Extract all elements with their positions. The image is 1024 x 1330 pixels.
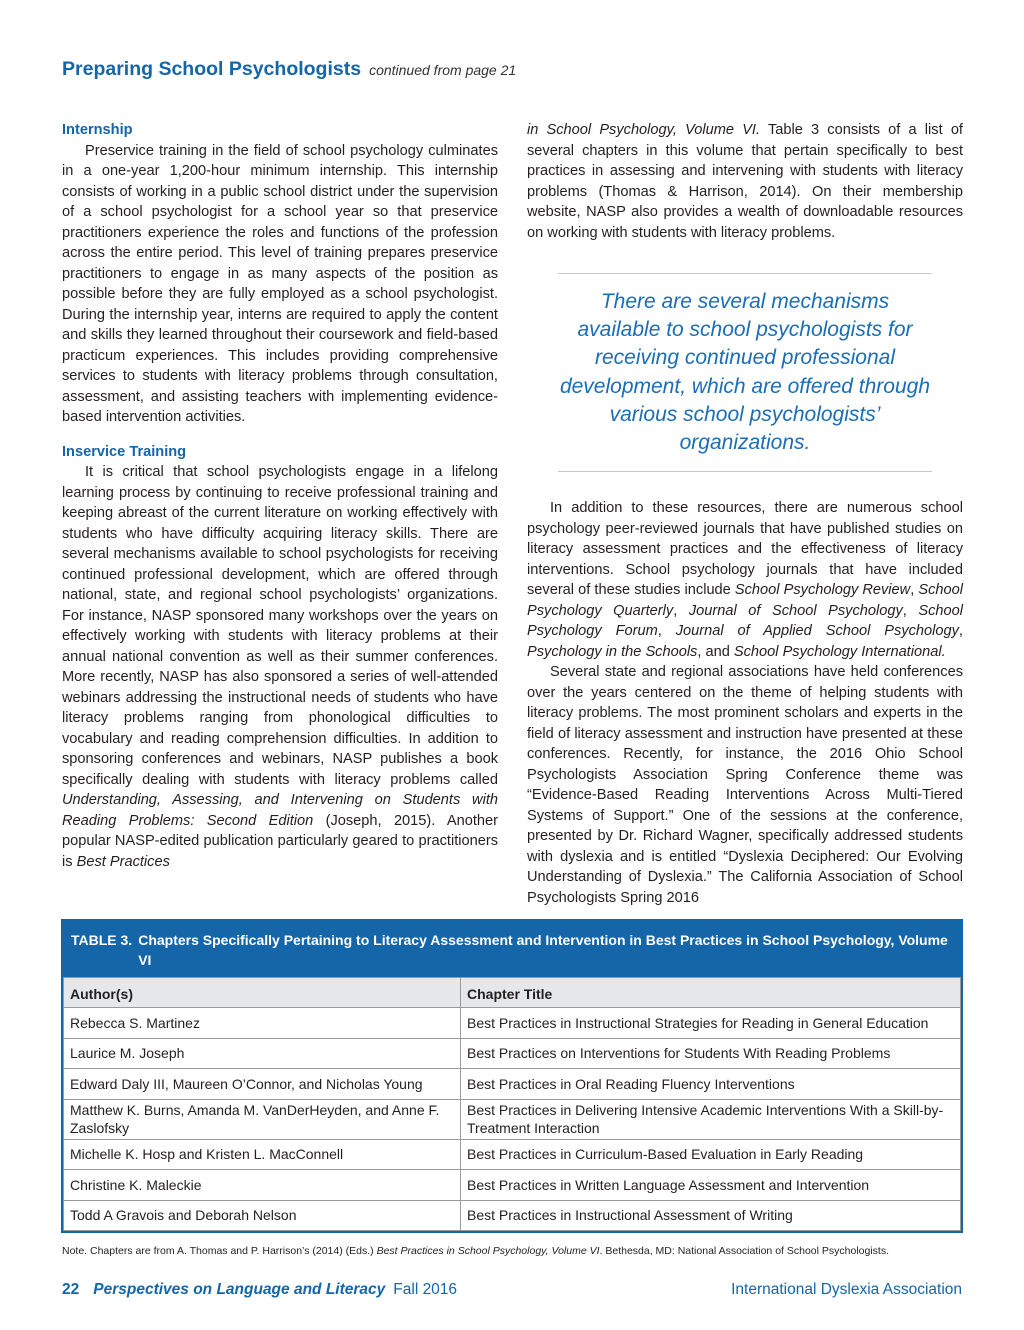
- table-title: Chapters Specifically Pertaining to Literacy Assessment and Intervention in Best Practices in School Psychology, Volume VI: [138, 932, 948, 968]
- issue-date: Fall 2016: [393, 1281, 458, 1298]
- article-title: Preparing School Psychologists: [62, 58, 362, 80]
- table-caption: [63, 921, 961, 977]
- chapter-cell: Best Practices on Interventions for Students With Reading Problems: [461, 1038, 961, 1069]
- chapter-cell: Best Practices in Delivering Intensive Academic Interventions With a Skill-by-Treatment Interaction: [461, 1099, 961, 1139]
- author-cell: Edward Daly III, Maureen O’Connor, and Nicholas Young: [64, 1069, 461, 1100]
- journals-paragraph: In addition to these resources, there are numerous school psychology peer-reviewed journals that have published studies on literacy assessment practices and the effectiveness of literacy interventions. School psychology journals that have included several of these studies include School Psychology Review, School Psychology Quarterly, Journal of School Psychology, School Psychology Forum, Journal of Applied School Psychology, Psychology in the Schools, and School Psychology International.: [527, 500, 964, 660]
- page-number: 22: [62, 1281, 80, 1298]
- author-cell: Todd A Gravois and Deborah Nelson: [64, 1200, 461, 1231]
- chapter-cell: Best Practices in Oral Reading Fluency Interventions: [461, 1069, 961, 1100]
- author-cell: Matthew K. Burns, Amanda M. VanDerHeyden, and Anne F. Zaslofsky: [64, 1099, 461, 1139]
- author-cell: Laurice M. Joseph: [64, 1038, 461, 1069]
- magazine-title: Perspectives on Language and Literacy: [93, 1281, 386, 1298]
- table-note: Note. Chapters are from A. Thomas and P. Harrison’s (2014) (Eds.) Best Practices in School Psychology, Volume VI. Bethesda, MD: National Association of School Psychologists.: [62, 1245, 889, 1257]
- table-row: [64, 1200, 961, 1231]
- pull-quote: [558, 273, 932, 472]
- right-column: [527, 120, 963, 908]
- table-row: [64, 1139, 961, 1170]
- chapter-cell: Best Practices in Instructional Assessment of Writing: [461, 1200, 961, 1231]
- inservice-paragraph: It is critical that school psychologists engage in a lifelong learning process by continuing to receive professional training and keeping abreast of the current literature on working effectively with students who have difficulty acquiring literacy skills. There are several mechanisms available to school psychologists for receiving continued professional development, which are offered through national, state, and regional school psychologists’ organizations. For instance, NASP sponsored many workshops over the years on effectively working with students with literacy problems at their annual national convention as well as their summer conferences. More recently, NASP has also sponsored a series of well-attended webinars addressing the instructional needs of students who have literacy problems ranging from phonological difficulties to vocabulary and reading comprehension difficulties. In addition to sponsoring conferences and webinars, NASP publishes a book specifically dealing with students with literacy problems called Understanding, Assessing, and Intervening on Students with Reading Problems: Second Edition (Joseph, 2015). Another popular NASP-edited publication particularly geared to practitioners is Best Practices: [62, 464, 498, 870]
- header-authors: Author(s): [64, 978, 461, 1008]
- table-header-row: [64, 978, 961, 1008]
- inservice-heading: Inservice Training: [62, 443, 187, 460]
- left-column: [62, 120, 498, 872]
- chapter-cell: Best Practices in Written Language Assessment and Intervention: [461, 1170, 961, 1201]
- author-cell: Christine K. Maleckie: [64, 1170, 461, 1201]
- best-practices-title: Best Practices: [76, 853, 170, 870]
- conferences-paragraph: Several state and regional associations have held conferences over the years centered on the theme of helping students with literacy problems. The most prominent scholars and experts in the field of literacy assessment and instruction have presented at these conferences. Recently, for instance, the 2016 Ohio School Psychologists Association Spring Conference theme was “Evidence-Based Reading Interventions Across Multi-Tiered Systems of Support.” One of the sessions at the conference, presented by Dr. Richard Wagner, specifically addressed students with dyslexia and is entitled “Dyslexia Deciphered: Our Evolving Understanding of Dyslexia.” The California Association of School Psychologists Spring 2016: [527, 664, 963, 906]
- page-footer: [62, 1281, 962, 1299]
- header-chapter-title: Chapter Title: [461, 978, 961, 1008]
- internship-heading: Internship: [62, 122, 133, 138]
- table-row: [64, 1069, 961, 1100]
- chapter-cell: Best Practices in Instructional Strategies for Reading in General Education: [461, 1008, 961, 1039]
- pull-quote-text: There are several mechanisms available to school psychologists for receiving continued professional development, which are offered through various school psychologists’ organizations.: [559, 290, 931, 455]
- table-label: TABLE 3.: [71, 932, 133, 948]
- table-3: [61, 919, 963, 1233]
- table-row: [64, 1038, 961, 1069]
- book-title: Understanding, Assessing, and Intervening on Students with Reading Problems: Second Edition: [62, 792, 498, 829]
- table-row: [64, 1170, 961, 1201]
- continued-paragraph: in School Psychology, Volume VI. Table 3 consists of a list of several chapters in this volume that pertain specifically to best practices in assessing and intervening with students with literacy problems (Thomas & Harrison, 2014). On their membership website, NASP also provides a wealth of downloadable resources on working with students with literacy problems.: [527, 122, 963, 241]
- table-row: [64, 1099, 961, 1139]
- table-row: [64, 1008, 961, 1039]
- chapters-table: [63, 977, 961, 1231]
- continued-note: continued from page 21: [369, 62, 517, 78]
- page-header: [62, 58, 962, 81]
- author-cell: Michelle K. Hosp and Kristen L. MacConnell: [64, 1139, 461, 1170]
- chapter-cell: Best Practices in Curriculum-Based Evaluation in Early Reading: [461, 1139, 961, 1170]
- internship-paragraph: Preservice training in the field of school psychology culminates in a one-year 1,200-hour minimum internship. This internship consists of working in a public school district under the supervision of a school psychologist for a school year so that preservice practitioners experience the roles and functions of the profession across the entire period. This level of training prepares preservice practitioners to engage in as many aspects of the position as possible before they are fully employed as a school psychologist. During the internship year, interns are required to apply the content and skills they learned throughout their coursework and field-based practicum experiences. This includes providing comprehensive services to students with literacy problems through consultation, assessment, and assisting teachers with implementing evidence-based intervention activities.: [62, 142, 498, 425]
- author-cell: Rebecca S. Martinez: [64, 1008, 461, 1039]
- organization-name: International Dyslexia Association: [731, 1281, 962, 1298]
